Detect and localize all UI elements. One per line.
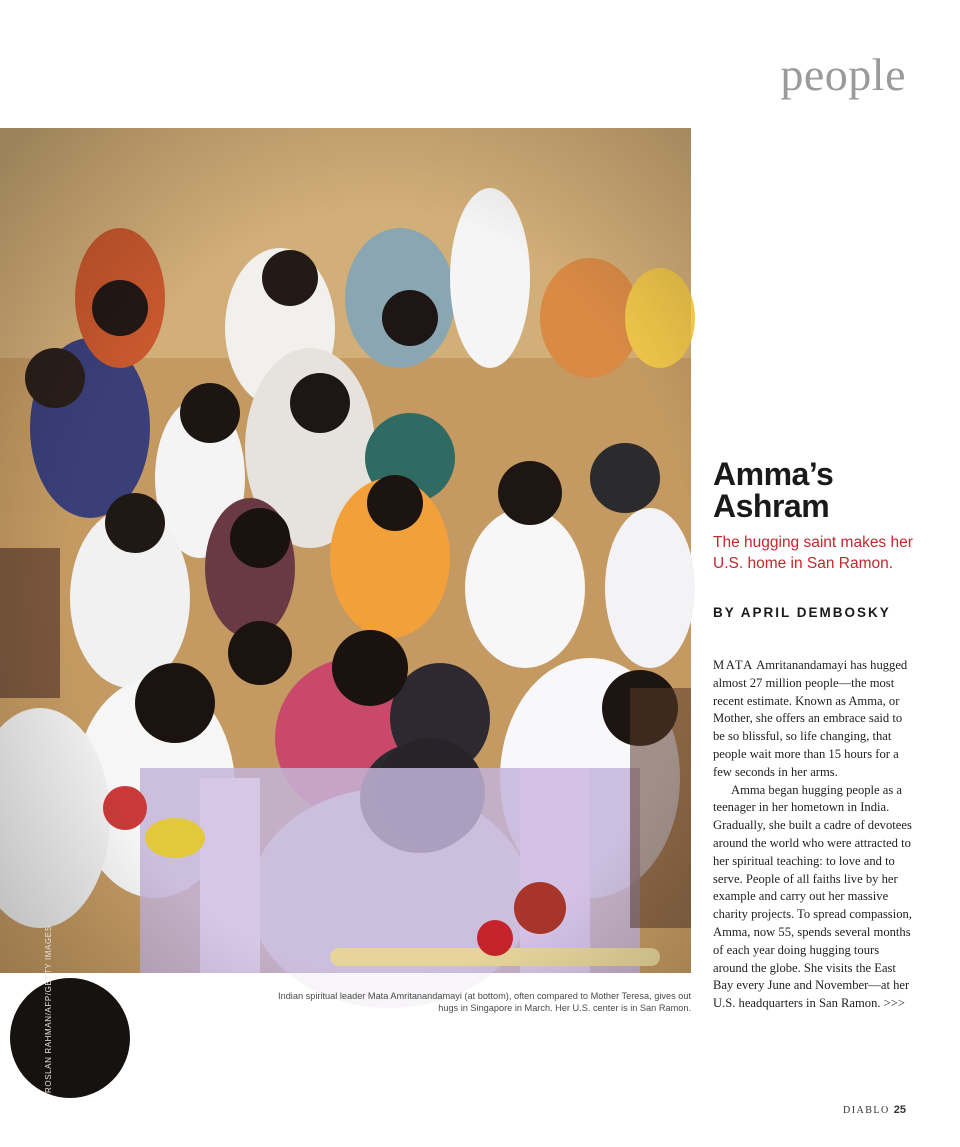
body-paragraph-2: Amma began hugging people as a teenager in her hometown in India. Gradually, she built a cadre of devotees around the world who were attracted to her spiritual teaching: to love and to serve. People of all faiths live by her example and carry out her massive charity projects. To spread compassion, Amma, now 55, spends several months of each year doing hugging tours around the globe. She visits the East Bay every June and November—at her U.S. headquarters in San Ramon. >>> <box>713 782 912 1011</box>
article-byline: BY APRIL DEMBOSKY <box>713 605 891 620</box>
photo-illustration <box>0 128 691 973</box>
body-paragraph-1 <box>713 657 913 782</box>
article-body <box>713 657 913 1013</box>
page-folio <box>843 1104 906 1116</box>
section-label: people <box>780 49 906 100</box>
photo-caption: Indian spiritual leader Mata Amritanandamayi (at bottom), often compared to Mother Teresa, gives out hugs in Singapore in March. Her U.S. center is in San Ramon. <box>278 991 691 1013</box>
photo-credit: ROSLAN RAHMAN/AFP/GETTY IMAGES <box>44 925 53 1093</box>
magazine-name: DIABLO <box>842 1105 890 1116</box>
headline-line-2: Ashram <box>713 488 830 524</box>
article-deck: The hugging saint makes her U.S. home in San Ramon. <box>713 534 913 572</box>
article-headline <box>713 458 933 522</box>
paragraph-1-text: Amritanandamayi has hugged almost 27 million people—the most recent estimate. Known as Amma, or Mother, she offers an embrace said to be so blissful, so life changing, that people wait more than 15 hours for a few seconds in her arms. <box>713 658 908 779</box>
headline-line-1: Amma’s <box>713 456 834 492</box>
lead-word: MATA <box>713 658 754 672</box>
page-number: 25 <box>893 1104 906 1116</box>
